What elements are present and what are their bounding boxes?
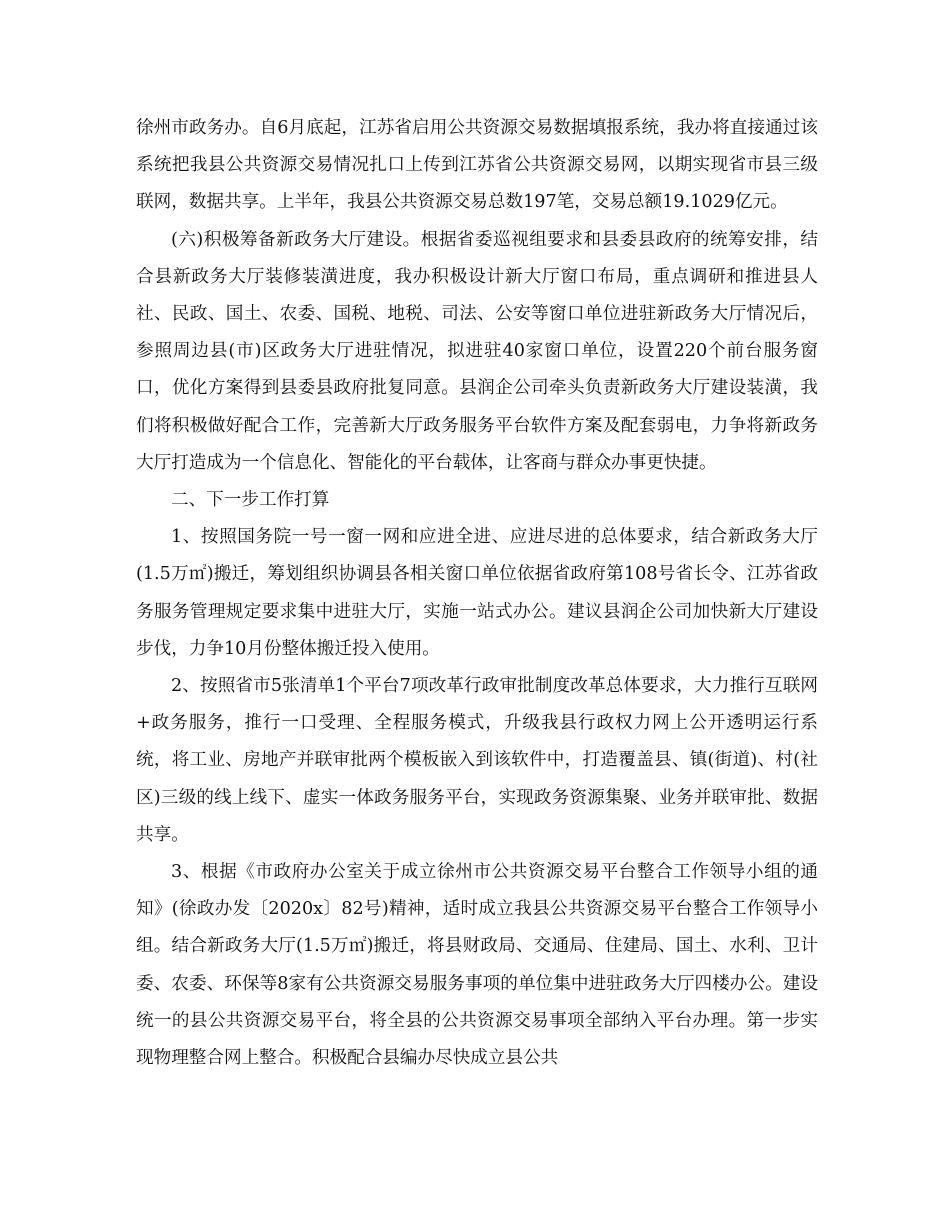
paragraph-continuation: 徐州市政务办。自6月底起，江苏省启用公共资源交易数据填报系统，我办将直接通过该系统把我县公共资源交易情况扎口上传到江苏省公共资源交易网，以期实现省市县三级联网，数据共享。上半年，我县公共资源交易总数197笔，交易总额19.1029亿元。 [136, 118, 818, 213]
section-heading-next-steps: 二、下一步工作打算 [171, 490, 330, 511]
paragraph-plan-item-2: 2、按照省市5张清单1个平台7项改革行政审批制度改革总体要求，大力推行互联网+政务服务，推行一口受理、全程服务模式，升级我县行政权力网上公开透明运行系统，将工业、房地产并联审批两个模板嵌入到该软件中，打造覆盖县、镇(街道)、村(社区)三级的线上线下、虚实一体政务服务平台，实现政务资源集聚、业务并联审批、数据共享。 [136, 676, 818, 845]
paragraph-new-hall-construction: (六)积极筹备新政务大厅建设。根据省委巡视组要求和县委县政府的统筹安排，结合县新政务大厅装修装潢进度，我办积极设计新大厅窗口布局，重点调研和推进县人社、民政、国土、农委、国税、地税、司法、公安等窗口单位进驻新政务大厅情况后，参照周边县(市)区政务大厅进驻情况，拟进驻40家窗口单位，设置220个前台服务窗口，优化方案得到县委县政府批复同意。县润企公司牵头负责新政务大厅建设装潢，我们将积极做好配合工作，完善新大厅政务服务平台软件方案及配套弱电，力争将新政务大厅打造成为一个信息化、智能化的平台载体，让客商与群众办事更快捷。 [136, 229, 818, 473]
paragraph-plan-item-1: 1、按照国务院一号一窗一网和应进全进、应进尽进的总体要求，结合新政务大厅(1.5万㎡)搬迁，筹划组织协调县各相关窗口单位依据省政府第108号省长令、江苏省政务服务管理规定要求集中进驻大厅，实施一站式办公。建议县润企公司加快新大厅建设步伐，力争10月份整体搬迁投入使用。 [136, 527, 818, 659]
document-body [136, 110, 818, 1077]
paragraph-plan-item-3: 3、根据《市政府办公室关于成立徐州市公共资源交易平台整合工作领导小组的通知》(徐政办发〔2020x〕82号)精神，适时成立我县公共资源交易平台整合工作领导小组。结合新政务大厅(1.5万㎡)搬迁，将县财政局、交通局、住建局、国土、水利、卫计委、农委、环保等8家有公共资源交易服务事项的单位集中进驻政务大厅四楼办公。建设统一的县公共资源交易平台，将全县的公共资源交易事项全部纳入平台办理。第一步实现物理整合网上整合。积极配合县编办尽快成立县公共 [136, 862, 818, 1069]
